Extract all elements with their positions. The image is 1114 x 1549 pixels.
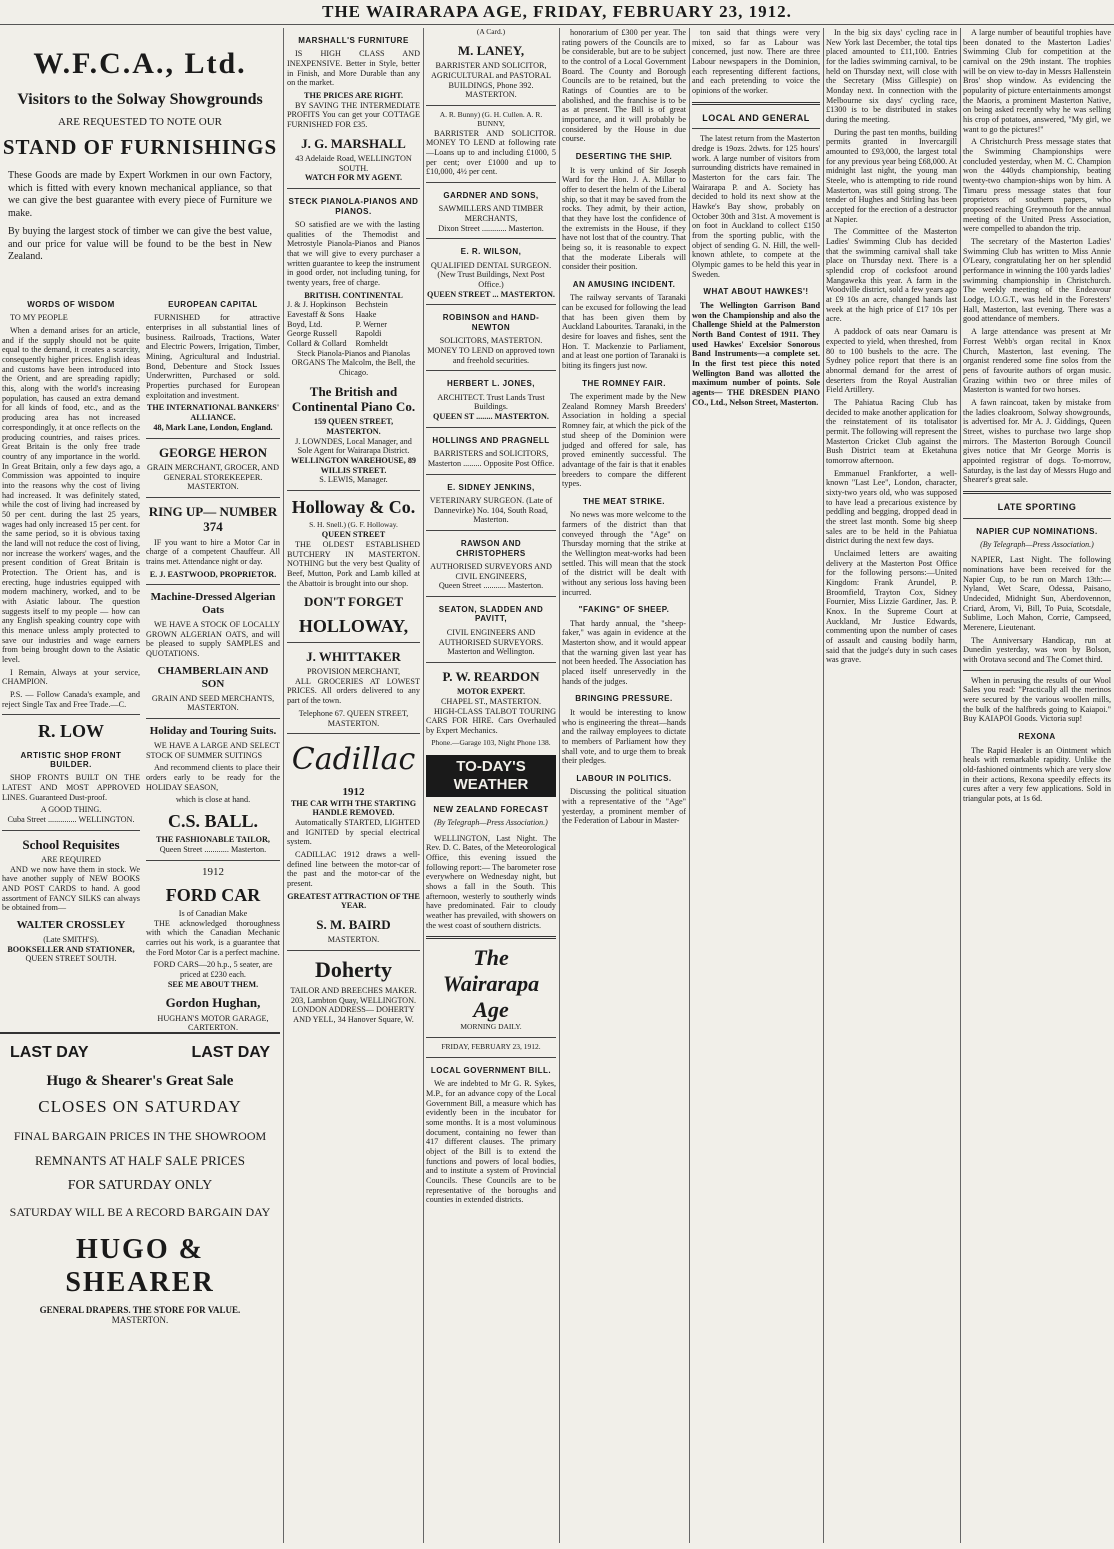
euro-body: FURNISHED for attractive enterprises in all substantial lines of business. Railroads, Tractions, Water and Electric Powers, Irrigation, Timber, Mining, Agricultural and Industrial. Bond, Debenture and Stock Issues Underwritten, Purchased or sold. Properties purchased for European exploitation and investment. xyxy=(146,313,280,400)
wfca-visitors: Visitors to the Solway Showgrounds xyxy=(17,91,263,109)
gardner-addr: Dixon Street ............ Masterton. xyxy=(438,223,544,233)
hugo-sale: Hugo & Shearer's Great Sale xyxy=(46,1072,234,1089)
column-rule xyxy=(689,28,690,1543)
maker: P. Werner xyxy=(355,319,387,329)
last-day-right: LAST DAY xyxy=(191,1044,270,1061)
amusing-body: The railway servants of Taranaki can be excused for following the lead that has been given them by Auckland Labourites. Taranaki, in the desire for loaves and fishes, sent the Hon. T. Mackenzie to Parliament, and at least one portion of Taranaki is biting its fingers just now. xyxy=(562,293,686,371)
marshall-title: MARSHALL'S FURNITURE xyxy=(298,36,409,45)
maker: Eavestaff & Sons xyxy=(287,310,345,320)
rlow-body: SHOP FRONTS BUILT ON THE LATEST AND MOST APPROVED LINES. Guaranteed Dust-proof. xyxy=(2,773,140,802)
crossley-addr: QUEEN STREET SOUTH. xyxy=(25,954,117,964)
marshall-watch: WATCH FOR MY AGENT. xyxy=(304,173,403,183)
lgb-body: We are indebted to Mr G. R. Sykes, M.P., for an advance copy of the Local Government Bill, a measure which has evidently been in the incubator for some months. It is a most voluminous document, containing no fewer than 417 different clauses. The primary object of the Bill is to extend the functions and powers of local bodies, and to institute a system of Provincial Councils. These Councils are to be representative of the boroughs and counties in extended districts. xyxy=(426,1079,556,1205)
column-4 xyxy=(426,28,556,1543)
rawson-addr: Queen Street ........... Masterton. xyxy=(438,581,544,591)
wilson-addr: QUEEN STREET ... MASTERTON. xyxy=(427,289,555,299)
wfca-ad xyxy=(0,28,280,290)
faking-title: "FAKING" OF SHEEP. xyxy=(578,605,670,615)
card-label: (A Card.) xyxy=(476,27,506,36)
oats-body: WE HAVE A STOCK OF LOCALLY GROWN ALGERIAN OATS, and will be pleased to supply SAMPLES and QUOTATIONS. xyxy=(146,620,280,659)
steck-tail: Steck Pianola-Pianos and Pianolas xyxy=(296,348,411,358)
maker: J. & J. Hopkinson xyxy=(287,300,346,310)
summer-title: WE HAVE A LARGE AND SELECT STOCK OF SUMMER SUITINGS xyxy=(146,741,280,760)
wfca-title: W.F.C.A., Ltd. xyxy=(33,47,247,80)
hawkes-title: WHAT ABOUT HAWKES'! xyxy=(703,287,809,297)
column-rule xyxy=(283,28,284,1543)
ball-sub: THE FASHIONABLE TAILOR, xyxy=(156,835,270,845)
euro-alliance: THE INTERNATIONAL BANKERS' ALLIANCE. xyxy=(146,403,280,423)
warehouse: WELLINGTON WAREHOUSE, 89 WILLIS STREET. xyxy=(290,456,417,475)
col7-p4: A paddock of oats near Oamaru is expected to yield, when threshed, from 80 to 100 bushels to the acre. The Sydney police report that there is an abnormal demand for the arrest of deserters from the Royal Australian Field Artillery. xyxy=(826,327,957,395)
whittaker-tel: Telephone 67. QUEEN STREET, MASTERTON. xyxy=(298,708,409,728)
wfca-stand: STAND OF FURNISHINGS xyxy=(2,135,278,160)
ford-sub: Is of Canadian Make xyxy=(178,908,248,918)
col8-p3: The secretary of the Masterton Ladies' Swimming Club has written to Miss Annie O'Leary, congratulating her on her splendid performance in winning the 100 yards ladies' swimming championship in Christchurch. The weekly meeting of the Endeavour Lodge, I.O.G.T., was held in the Foresters' Hall, Masterton, last evening. There was a good attendance of members. xyxy=(963,237,1111,324)
laney-sub: BARRISTER AND SOLICITOR, AGRICULTURAL and PASTORAL BUILDINGS, Phone 392. MASTERTON. xyxy=(431,61,551,100)
bringing-body: It would be interesting to know who is engineering the threat—hands and the railway employees to dictate to members of Parliament how they shall vote, and to urge them to break their pledges. xyxy=(562,707,686,766)
column-2 xyxy=(146,292,280,1033)
oats-title: Machine-Dressed Algerian Oats xyxy=(150,591,276,617)
euro-addr: 48, Mark Lane, London, England. xyxy=(153,422,273,432)
school-body: AND we now have them in stock. We have another supply of NEW BOOKS AND POST CARDS to hand. A good assortment of FANCY SILKS can always be obtained from— xyxy=(2,864,140,913)
maker: Haake xyxy=(355,310,377,320)
euro-title: EUROPEAN CAPITAL xyxy=(168,300,258,309)
anniv-body: The Anniversary Handicap, run at Dunedin yesterday, was won by Bolson, with Orotava second and The Comet third. xyxy=(963,635,1111,665)
column-rule xyxy=(559,28,560,1543)
deserting-body: It is very unkind of Sir Joseph Ward for the Hon. J. A. Millar to offer to desert the helm of the Liberal ship, so that it may be saved from the rocks. They admit, by their action, that they have lost the confidence of the extremists in the House, if they have not lost that of the country. That being so, it is reasonable to expect that the moderate Liberals will consider their position. xyxy=(562,165,686,272)
kaiapoi-body: When in perusing the results of our Wool Sales you read: "Practically all the merinos were secured by the various woollen mills, the bulk of the halfbreds going to Kaiapoi." Buy KAIAPOI Goods. Victoria sup! xyxy=(963,675,1111,724)
doherty-london: LONDON ADDRESS— DOHERTY AND YELL, 34 Hanover Square, W. xyxy=(292,1005,415,1024)
robinson-sub: SOLICITORS, MASTERTON. MONEY TO LEND on approved town and freehold securities. xyxy=(427,336,555,365)
bunny-title: A. R. Bunny) (G. H. Cullen. A. R. BUNNY, xyxy=(439,109,543,128)
marshall-save: BY SAVING THE INTERMEDIATE PROFITS You can get your COTTAGE FURNISHED FOR £35. xyxy=(287,100,420,130)
crossley-sub: (Late SMITH'S). xyxy=(43,935,99,945)
reardon-body: HIGH-CLASS TALBOT TOURING CARS FOR HIRE. Cars Overhauled by Expert Mechanics. xyxy=(426,706,556,735)
holloway-body: THE OLDEST ESTABLISHED BUTCHERY IN MASTERTON. NOTHING but the very best Quality of Beef, Mutton, Pork and Lamb killed at the Abattoir is brought into our shop. xyxy=(287,539,420,588)
cadillac-car: THE CAR WITH THE STARTING HANDLE REMOVED. xyxy=(290,798,417,818)
column-rule xyxy=(423,28,424,1543)
paper-sub: MORNING DAILY. xyxy=(460,1022,522,1032)
wilson-title: E. R. WILSON, xyxy=(460,247,522,257)
marshall-prices: THE PRICES ARE RIGHT. xyxy=(303,91,404,101)
ford-body: THE acknowledged thoroughness with which the Canadian Mechanic carries out his work, is a guarantee that the Ford Motor Car is a perfect machine. xyxy=(146,918,280,957)
weather-by: (By Telegraph—Press Association.) xyxy=(434,818,548,828)
faking-body: That hardy annual, the "sheep-faker," was again in evidence at the Masterton show, and it would appear that the warning given last year has not been heeded. The Association has placed itself unreservedly in the hands of the judges. xyxy=(562,618,686,686)
holiday-title: Holiday and Touring Suits. xyxy=(149,725,277,738)
gardner-title: GARDNER AND SONS, xyxy=(443,190,539,200)
ford-title: FORD CAR xyxy=(165,884,261,905)
ford-price: FORD CARS—20 h.p., 5 seater, are priced at £230 each. xyxy=(153,960,273,979)
holloway-title: Holloway & Co. xyxy=(291,497,416,518)
wisdom-title: WORDS OF WISDOM xyxy=(27,300,115,309)
romney-body: The experiment made by the New Zealand Romney Marsh Breeders' Association in holding a special Romney fair, at which the pick of the stud sheep of the Dominion were judged and offered for sale, has proved eminently successful. The advantage of the fair is that it enables breeders to compare the different types. xyxy=(562,392,686,489)
hugo-shearer-ad xyxy=(0,1032,280,1545)
hugo-addr: MASTERTON. xyxy=(111,1315,169,1326)
lewis: S. LEWIS, Manager. xyxy=(319,475,388,485)
wisdom-to: TO MY PEOPLE xyxy=(10,313,68,323)
bcp-addr: 159 QUEEN STREET, MASTERTON. xyxy=(313,417,394,437)
col8-p5: A fawn raincoat, taken by mistake from the ladies cloakroom, Solway showgrounds, is advertised for. Mr A. J. Giddings, Queen Street, wishes to purchase two large shop mirrors. The Masterton Borough Council gives notice that Mr George Morris is appointed registrar of dogs. To-morrow, Saturday, is the last day of Messrs Hugo and Shearer's great sale. xyxy=(963,397,1111,485)
whittaker-body: ALL GROCERIES AT LOWEST PRICES. All orders delivered to any part of the town. xyxy=(287,676,420,706)
local-body: The latest return from the Masterton dredge is 19ozs. 2dwts. for 125 hours' work. A large number of visitors from surrounding districts have remained in Masterton for the cars fair. The Wairarapa P. and A. Society has decided to hold its next show at the Hawke's Bay show, probably on October 30th and 31st. A movement is on foot in Auckland to collect £150 from the sporting public, with the object of sending G. N. Hill, the well-known athlete, to compete at the Olympic games to be held this year in Sweden. xyxy=(692,134,820,279)
paper-nameplate: The Wairarapa Age xyxy=(442,945,540,1023)
reardon-sub: MOTOR EXPERT. xyxy=(456,687,526,697)
weather-nz: NEW ZEALAND FORECAST xyxy=(433,804,549,814)
jenkins-title: E. SIDNEY JENKINS, xyxy=(447,482,535,492)
maker: Collard & Collard xyxy=(287,339,347,349)
ball-title: C.S. BALL. xyxy=(167,811,259,832)
wfca-body-2: By buying the largest stock of timber we can give the best value, and our price for value will be found to be the best in New Zealand. xyxy=(8,226,272,262)
column-8 xyxy=(963,28,1111,1543)
column-1 xyxy=(2,292,140,1027)
whittaker-sub: PROVISION MERCHANT, xyxy=(306,667,401,677)
school-sub: ARE REQUIRED xyxy=(41,855,101,865)
deserting-title: DESERTING THE SHIP. xyxy=(575,152,673,162)
british-continental: BRITISH. CONTINENTAL xyxy=(304,290,403,300)
doherty-sub: TAILOR AND BREECHES MAKER. xyxy=(290,985,417,995)
hawkes-body: The Wellington Garrison Band won the Championship and also the Challenge Shield at the Palmerston North Band Contest of 1911. They used Hawkes' Excelsior Sonorous Band Instruments—a complete set. In the first test piece this noted Wellington Band was allotted the maximum number of points. Sole agents— THE DRESDEN PIANO CO., Ltd., Nelson Street, Masterton. xyxy=(692,300,820,407)
weather-title: TO-DAY'S WEATHER xyxy=(426,755,556,796)
dont-forget: DON'T FORGET xyxy=(303,594,404,610)
col7-p7: Unclaimed letters are awaiting delivery at the Masterton Post Office for the following persons:—United Kingdom: Frank Arundel, P. Broomfield, Trayton Cox, Sidney Fournier, Miss Lizzie Gardiner, Jas. P. Knox. In the Supreme Court at Auckland, Mr Justice Edwards, commenting upon the number of cases of assault and causing bodily harm, said that the judge's duty in such cases was grave. xyxy=(826,548,957,665)
chamberlain-title: CHAMBERLAIN AND SON xyxy=(157,664,269,690)
wfca-body-1: These Goods are made by Expert Workmen in our own Factory, which is fitted with every known mechanical appliance, so that we can give the best guarantee with every piece of Furniture we make. xyxy=(8,170,272,219)
maker: Bechstein xyxy=(355,300,388,310)
reardon-addr: CHAPEL ST., MASTERTON. xyxy=(440,696,542,706)
lgb-title: LOCAL GOVERNMENT BILL. xyxy=(430,1065,552,1075)
baird-addr: MASTERTON. xyxy=(327,935,380,945)
marshall-body: IS HIGH CLASS AND INEXPENSIVE. Better in Style, better in Finish, and More Durable than any on the market. xyxy=(287,49,420,88)
rawson-sub: AUTHORISED SURVEYORS AND CIVIL ENGINEERS, xyxy=(430,561,552,581)
crossley-title: WALTER CROSSLEY xyxy=(16,919,126,932)
bringing-title: BRINGING PRESSURE. xyxy=(575,694,673,704)
hugo-remnants: REMNANTS AT HALF SALE PRICES xyxy=(35,1152,245,1168)
meat-title: THE MEAT STRIKE. xyxy=(582,496,666,506)
paper-date: FRIDAY, FEBRUARY 23, 1912. xyxy=(441,1042,541,1052)
reardon-phone: Phone.—Garage 103, Night Phone 138. xyxy=(431,737,551,747)
hughan-sub: HUGHAN'S MOTOR GARAGE, CARTERTON. xyxy=(157,1013,269,1033)
summer-body: And recommend clients to place their orders early to be ready for the HOLIDAY SEASON, xyxy=(146,763,280,792)
marshall-addr: 43 Adelaide Road, WELLINGTON SOUTH. xyxy=(295,154,412,173)
hugo-title: HUGO & SHEARER xyxy=(65,1233,215,1298)
amusing-title: AN AMUSING INCIDENT. xyxy=(572,279,676,289)
marshall-name: J. G. MARSHALL xyxy=(301,135,406,151)
romney-title: THE ROMNEY FAIR. xyxy=(582,378,666,388)
crossley-role: BOOKSELLER AND STATIONER, xyxy=(7,944,135,954)
ring-body: IF you want to hire a Motor Car in charge of a competent Chauffeur. All trains met. Attendance night or day. xyxy=(146,537,280,566)
school-title: School Requisites xyxy=(22,836,120,852)
col7-p5: The Pahiatua Racing Club has decided to make another application for the reinstatement of its totalisator permit. The following will represent the Masterton Cricket Club against the Bush District team at Eketahuna tomorrow afternoon. xyxy=(826,397,957,465)
summer-close: which is close at hand. xyxy=(175,795,251,805)
cadillac-logo: Cadillac xyxy=(291,742,416,778)
napier-title: NAPIER CUP NOMINATIONS. xyxy=(976,526,1098,536)
sporting-title: LATE SPORTING xyxy=(997,501,1077,512)
column-3 xyxy=(287,28,420,1543)
col6-intro: ton said that things were very mixed, so far as Labour was concerned, just now. There are three Labour newspapers in the Dominion, each representing different factions, and each pretending to voice the opinions of the worker. xyxy=(692,28,820,96)
holloway-names: S. H. Snell.) (G. F. Holloway. xyxy=(309,520,398,530)
steck-body: SO satisfied are we with the lasting qualities of the Themodist and Metrostyle Pianola-Pianos and Pianos that we will give to every purchaser a written guarantee to keep the instrument in good order, not including tuning, for twenty years, free of charge. xyxy=(287,220,420,288)
local-title: LOCAL AND GENERAL xyxy=(702,112,810,123)
chamberlain-sub: GRAIN AND SEED MERCHANTS, MASTERTON. xyxy=(151,693,275,713)
robinson-title: ROBINSON and HAND-NEWTON xyxy=(442,313,540,332)
wisdom-ps: P.S. — Follow Canada's example, and reject Single Tax and Free Trade.—C. xyxy=(2,689,140,709)
rexona-body: The Rapid Healer is an Ointment which heals with remarkable rapidity. Unlike the old-fashioned ointments which are very slow in their actions, Rexona speedily effects its cures after a very few applications. Sold in triangular pots, at 1s 6d. xyxy=(963,745,1111,803)
heron-body: GRAIN MERCHANT, GROCER, AND GENERAL STOREKEEPER. xyxy=(147,462,279,482)
maker: Romheldt xyxy=(355,339,388,349)
jones-addr: QUEEN ST ........ MASTERTON. xyxy=(433,412,549,422)
weather-body: WELLINGTON, Last Night. The Rev. D. C. Bates, of the Meteorological Office, this evening issued the following report:— The barometer rose everywhere on Wednesday night, but shows a fall in the South. This afternoon, westerly to southerly winds have predominated. Fair to cloudy weather has prevailed, with showers on the west coast of southern districts. xyxy=(426,833,556,930)
rlow-addr: Cuba Street .............. WELLINGTON. xyxy=(7,815,135,825)
wisdom-sign: I Remain, Always at your service, CHAMPION. xyxy=(2,667,140,687)
baird-title: S. M. BAIRD xyxy=(316,916,391,932)
hugo-for-sat: FOR SATURDAY ONLY xyxy=(67,1178,213,1194)
rlow-title: R. LOW xyxy=(37,721,104,742)
wisdom-body: When a demand arises for an article, and if the supply should not be quite equal to the demand, it creates a scarcity, consequently higher prices. English ideas and customs have been introduced into the Orient, and are spreading rapidly; this, along with the world's increasing population, has caused an extra demand for all kinds of food, etc., and as the producing area has not increased correspondingly, it at once reflects on the producing countries, and raises prices. Great Britain is the only free trade country of any importance in the world. In Great Britain, only a few days ago, a Commission was appointed to inquire into the reasons why the cost of living had increased. It was definitely stated, while the cost of living had increased by 50 per cent. during the last 25 years, wages had only increased 15 per cent. for the same period, so it is obvious taxing the land will not reduce the cost of living, nor increase the workers' wages, and the present condition of Great Britain is Protection. The Orient has, and is erecting, huge industries equipped with modern machinery, worked, and to be with Asiatic labour. The question suggests itself to my people — how can any English speaking country cope with this menace unless amply protected to save our industries and wage earners from being brought down to the Asiatic level. xyxy=(2,326,140,664)
steck-title: STECK PIANOLA-PIANOS AND PIANOS. xyxy=(288,197,419,216)
hollings-sub: BARRISTERS and SOLICITORS, Masterton ......... Opposite Post Office. xyxy=(427,449,555,468)
jones-title: HERBERT L. JONES, xyxy=(446,379,536,389)
makers-list xyxy=(287,300,420,348)
wfca-requested: ARE REQUESTED TO NOTE OUR xyxy=(58,116,222,129)
col8-p2: A Christchurch Press message states that the Swimming Championships were concluded yesterday, when M. C. Champion won the 440yds championship, beating twenty-two champion-ships won by him. A Timaru press message states that four proprietors of southern papers, who proposed reaching Greymouth for the annual meeting of the United Press Association, were compelled to abandon the trip. xyxy=(963,137,1111,234)
col7-p3: The Committee of the Masterton Ladies' Swimming Club has decided that the swimming carnival shall take place on Thursday next. There is a splendid crop of cocksfoot around Mangaweka this year. A farm in the Woodville district, sold a few years ago at £9 10s an acre, changed hands last week at the high price of £17 10s per acre. xyxy=(826,227,957,324)
ball-addr: Queen Street ............ Masterton. xyxy=(159,845,267,854)
hugo-sub: GENERAL DRAPERS. THE STORE FOR VALUE. xyxy=(39,1304,241,1315)
hugo-closes: CLOSES ON SATURDAY xyxy=(38,1096,242,1116)
col7-p1: In the big six days' cycling race in New York last December, the total tips placed amounted to £11,100. Entries for the ladies swimming carnival, to be held on Thursday next, will close with the Secretary (Miss Gillespie) on Monday next. In connection with the Melbourne six days' cycling race, £1300 is to be distributed in stakes during the meeting. xyxy=(826,28,957,125)
seaton-sub: CIVIL ENGINEERS AND AUTHORISED SURVEYORS. Masterton and Wellington. xyxy=(438,627,544,657)
col8-p1: A large number of beautiful trophies have been donated to the Masterton Ladies' Swimming Club for competition at the carnival on the 29th instant. The trophies will be on view to-day in Messrs Hallenstein Bros' shop window. As evidencing the popularity of picture entertainments amongst the Maoris, a prominent Masterton Native, on being asked recently why he was selling his crop of potatoes, answered, "My girl, we want to go the pictures!" xyxy=(963,28,1111,134)
doherty-addr: 203, Lambton Quay, WELLINGTON. xyxy=(290,995,417,1005)
ring-title: RING UP— NUMBER 374 xyxy=(148,503,278,535)
masthead: THE WAIRARAPA AGE, FRIDAY, FEBRUARY 23, 1912. xyxy=(0,0,1114,25)
jones-sub: ARCHITECT. Trust Lands Trust Buildings. xyxy=(437,392,545,412)
last-day-left: LAST DAY xyxy=(10,1044,89,1061)
organs: ORGANS The Malcolm, the Bell, the Chicago. xyxy=(291,358,416,378)
col7-p6: Emmanuel Frankforter, a well-known "Last Lee", London, character, sixty-two years old, who was supposed to have lead a precarious existence by peddling and begging, dropped dead in the street last month. Some big sheep sales are to be held in the Pahiatua district during the next few days. xyxy=(826,468,957,546)
meat-body: No news was more welcome to the farmers of the district than that conveyed through the "Age" on Thursday morning that the strike at the Wellington meat-works had been settled. This will mean that the stock of the district will be dealt with without any serious loss having been incurred. xyxy=(562,510,686,597)
column-5 xyxy=(562,28,686,1543)
column-rule xyxy=(823,28,824,1543)
napier-body: NAPIER, Last Night. The following nominations have been received for the Napier Cup, to be run on March 13th:— Nyland, Wet Scare, Odessa, Paisano, Undecided, Midnight Sun, Aberdovennon, Criard, Arom, Vi, Bill, To Puia, Scotsdale, Sublime, Loch Mahon, Corrie, Campseed, Merenere, Lieutenant. xyxy=(963,555,1111,633)
cadillac-year: 1912 xyxy=(342,785,365,798)
eastwood: E. J. EASTWOOD, PROPRIETOR. xyxy=(149,569,277,579)
bcp-title: The British and Continental Piano Co. xyxy=(291,383,416,415)
laney-title: M. LANEY, xyxy=(457,42,525,58)
holloway-addr: QUEEN STREET xyxy=(321,530,386,540)
whittaker-title: J. WHITTAKER xyxy=(306,648,401,664)
napier-by: (By Telegraph—Press Association.) xyxy=(980,539,1094,549)
ford-see: SEE ME ABOUT THEM. xyxy=(167,979,259,989)
column-6 xyxy=(692,28,820,1543)
cadillac-auto: Automatically STARTED, LIGHTED and IGNITED by special electrical system. xyxy=(287,817,420,847)
gardner-sub: SAWMILLERS AND TIMBER MERCHANTS, xyxy=(438,204,544,224)
doherty-title: Doherty xyxy=(315,956,392,982)
maker: Rapoldi xyxy=(355,329,382,339)
ford-year: 1912 xyxy=(202,865,224,878)
hughan-title: Gordon Hughan, xyxy=(165,995,261,1011)
lowndes: J. LOWNDES, Local Manager, and Sole Agent for Wairarapa District. xyxy=(295,436,412,456)
column-rule xyxy=(960,28,961,1543)
hollings-title: HOLLINGS AND PRAGNELL xyxy=(432,435,550,445)
cadillac-great: GREATEST ATTRACTION OF THE YEAR. xyxy=(287,891,420,911)
hugo-final: FINAL BARGAIN PRICES IN THE SHOWROOM xyxy=(13,1128,267,1143)
col5-intro: honorarium of £300 per year. The rating powers of the Councils are to be considerable, but are to be subject to the control of a Local Government Board. The County and Borough Councils are to be retained, but the Ratings of Counties are to be abolished, and the franchise is to be as at present. The Bill is of great importance, and it will probably be considered by the House in due course. xyxy=(562,28,686,144)
rawson-title: RAWSON AND CHRISTOPHERS xyxy=(456,539,526,558)
labour-title: LABOUR IN POLITICS. xyxy=(576,773,672,783)
labour-body: Discussing the political situation with a representative of the "Age" yesterday, a prominent member of the Federation of Labour in Master- xyxy=(562,787,686,826)
rlow-sub: ARTISTIC SHOP FRONT BUILDER. xyxy=(20,750,122,769)
reardon-title: P. W. REARDON xyxy=(442,668,540,684)
hugo-record: SATURDAY WILL BE A RECORD BARGAIN DAY xyxy=(9,1204,271,1219)
column-7 xyxy=(826,28,957,1543)
heron-title: GEORGE HERON xyxy=(159,444,267,460)
bunny-body: BARRISTER AND SOLICITOR. MONEY TO LEND at following rate—Loans up to and including £1000, 5 per cent; over £1000 and up to £10,000, 4½ per cent. xyxy=(426,128,556,177)
rexona-title: REXONA xyxy=(1018,732,1056,742)
maker: Boyd, Ltd. xyxy=(287,319,323,329)
rlow-good: A GOOD THING. xyxy=(40,805,102,815)
col8-p4: A large attendance was present at Mr Forrest Webb's organ recital in Knox Church, Masterton, last evening. The organist rendered some fine solos from the pens of favourite authors of organ music. Grazing within two or three miles of Masterton is wanted for two horses. xyxy=(963,327,1111,395)
col7-p2: During the past ten months, building permits granted in Invercargill amounted to £93,000, the largest total for any previous year being £68,000. At midnight last night, the young man Steele, who is attempting to ride round Masterton, was still going strong. The tender of Hughes and Stirling has been accepted for the erection of a destructor at Napier. xyxy=(826,127,957,224)
heron-addr: MASTERTON. xyxy=(187,482,239,492)
seaton-title: SEATON, SLADDEN AND PAVITT, xyxy=(438,604,544,624)
jenkins-sub: VETERINARY SURGEON. (Late of Dannevirke) No. 104, South Road, Masterton. xyxy=(429,496,553,525)
cadillac-body: CADILLAC 1912 draws a well-defined line between the motor-car of the past and the motor-car of the present. xyxy=(287,849,420,888)
maker: George Russell xyxy=(287,329,338,339)
wilson-sub: QUALIFIED DENTAL SURGEON. (New Trust Buildings, Next Post Office.) xyxy=(430,260,552,290)
holloway-big: HOLLOWAY, xyxy=(298,615,409,636)
